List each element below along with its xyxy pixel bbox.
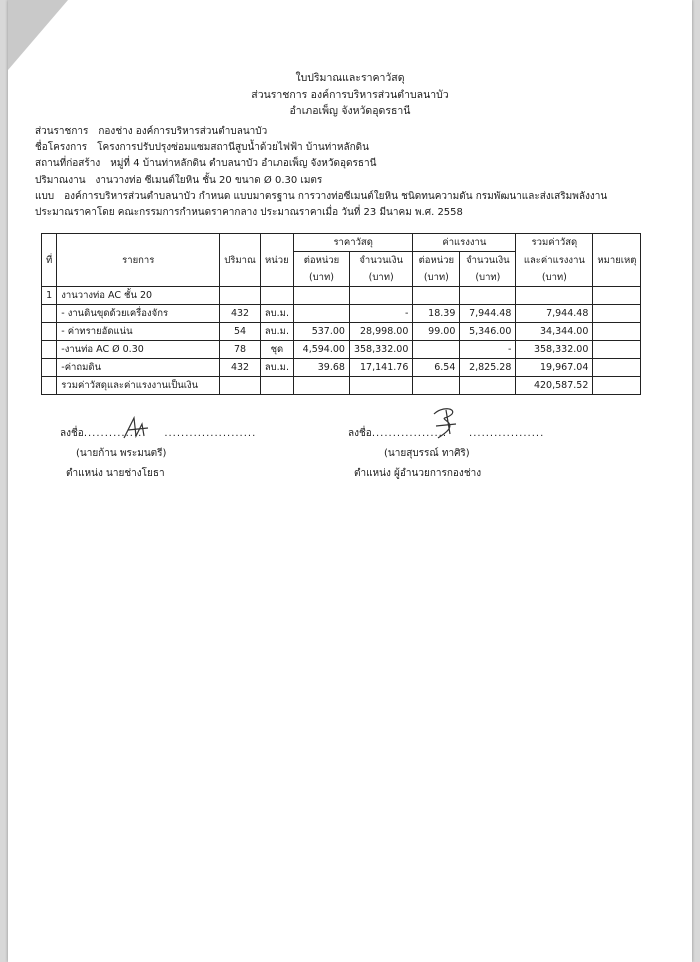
col-lab-unit-baht: (บาท) [413, 269, 460, 287]
col-remark: หมายเหตุ [593, 234, 641, 287]
col-material-group: ราคาวัสดุ [293, 234, 412, 252]
folded-corner [8, 0, 68, 70]
row-lab-unit: 99.00 [413, 323, 460, 341]
signature-left [60, 424, 256, 484]
row-lab-amount: 2,825.28 [460, 359, 516, 377]
grand-total-value: 420,587.52 [516, 377, 593, 395]
col-no: ที่ [42, 234, 57, 287]
col-lab-amount-baht: (บาท) [460, 269, 516, 287]
col-unit: หน่วย [260, 234, 293, 287]
type-label: แบบ [35, 190, 55, 202]
row-total: 19,967.04 [516, 359, 593, 377]
row-unit: ลบ.ม. [260, 305, 293, 323]
table-row [42, 323, 641, 341]
grand-total-label: รวมค่าวัสดุและค่าแรงงานเป็นเงิน [57, 377, 220, 395]
col-item: รายการ [57, 234, 220, 287]
row-item: - ค่าทรายอัดแน่น [57, 323, 220, 341]
table-row [42, 341, 641, 359]
sign-left-position: ตำแหน่ง นายช่างโยธา [66, 468, 165, 479]
row-total: 358,332.00 [516, 341, 593, 359]
sign-left-label: ลงชื่อ [60, 428, 84, 439]
dotted-line: .................. [469, 428, 545, 439]
row-lab-unit [413, 341, 460, 359]
col-lab-unit-price: ต่อหน่วย [413, 252, 460, 270]
dept-value: กองช่าง องค์การบริหารส่วนตำบลนาบัว [98, 126, 268, 137]
row-item: - งานดินขุดด้วยเครื่องจักร [57, 305, 220, 323]
col-qty: ปริมาณ [220, 234, 261, 287]
row-unit: ลบ.ม. [260, 359, 293, 377]
project-value: โครงการปรับปรุงซ่อมแซมสถานีสูบน้ำด้วยไฟฟ้า บ้านท่าหลักดิน [97, 142, 369, 154]
section-title: งานวางท่อ AC ชั้น 20 [57, 287, 220, 305]
row-qty: 54 [220, 323, 261, 341]
col-labor-group: ค่าแรงงาน [413, 234, 516, 252]
boq-table [41, 233, 641, 395]
col-mat-unit-baht: (บาท) [293, 269, 349, 287]
row-total: 7,944.48 [516, 305, 593, 323]
row-mat-amount: 28,998.00 [349, 323, 412, 341]
col-mat-amount-baht: (บาท) [349, 269, 412, 287]
document-page [8, 0, 692, 962]
section-row [42, 287, 641, 305]
row-qty: 432 [220, 305, 261, 323]
grand-total-row [42, 377, 641, 395]
dotted-line: ...................... [164, 428, 257, 439]
sign-left-name: (นายก้าน พระมนตรี) [76, 448, 167, 459]
row-lab-amount: 7,944.48 [460, 305, 516, 323]
row-total: 34,344.00 [516, 323, 593, 341]
dotted-line: .................. [371, 428, 448, 439]
document-title: ใบปริมาณและราคาวัสดุ [295, 72, 405, 84]
col-total-line2: และค่าแรงงาน [516, 252, 593, 270]
row-item: -ค่าถมดิน [57, 359, 220, 377]
dept-label: ส่วนราชการ [35, 126, 89, 137]
volume-label: ปริมาณงาน [35, 174, 86, 186]
row-lab-amount: 5,346.00 [460, 323, 516, 341]
row-mat-unit: 4,594.00 [293, 341, 349, 359]
col-lab-amount: จำนวนเงิน [460, 252, 516, 270]
row-qty: 78 [220, 341, 261, 359]
row-mat-amount: 358,332.00 [349, 341, 412, 359]
row-qty: 432 [220, 359, 261, 377]
estimate-line: ประมาณราคาโดย คณะกรรมการกำหนดราคากลาง ประมาณราคาเมื่อ วันที่ 23 มีนาคม พ.ศ. 2558 [35, 207, 463, 219]
row-unit: ลบ.ม. [260, 323, 293, 341]
row-mat-unit: 537.00 [293, 323, 349, 341]
agency-line: ส่วนราชการ องค์การบริหารส่วนตำบลนาบัว [251, 88, 449, 101]
row-mat-amount: 17,141.76 [349, 359, 412, 377]
volume-value: งานวางท่อ ซีเมนต์ใยหิน ชั้น 20 ขนาด Ø 0.30 เมตร [95, 174, 323, 186]
table-row [42, 305, 641, 323]
row-mat-amount: - [349, 305, 412, 323]
handwritten-signature-left [120, 414, 154, 442]
section-no: 1 [42, 287, 57, 305]
type-value: องค์การบริหารส่วนตำบลนาบัว กำหนด แบบมาตรฐาน การวางท่อซีเมนต์ใยหิน ชนิดทนความดัน กรมพัฒนาและส่งเสริมพลังงาน [64, 190, 608, 202]
row-mat-unit: 39.68 [293, 359, 349, 377]
row-item: -งานท่อ AC Ø 0.30 [57, 341, 220, 359]
project-label: ชื่อโครงการ [35, 142, 88, 154]
table-row [42, 359, 641, 377]
col-mat-unit-price: ต่อหน่วย [293, 252, 349, 270]
col-total-line1: รวมค่าวัสดุ [516, 234, 593, 252]
handwritten-signature-right [426, 404, 466, 442]
title-block [8, 70, 692, 120]
col-mat-amount: จำนวนเงิน [349, 252, 412, 270]
row-lab-amount: - [460, 341, 516, 359]
sign-right-position: ตำแหน่ง ผู้อำนวยการกองช่าง [354, 468, 482, 479]
site-value: หมู่ที่ 4 บ้านท่าหลักดิน ตำบลนาบัว อำเภอเพ็ญ จังหวัดอุดรธานี [110, 158, 377, 170]
row-unit: ชุด [260, 341, 293, 359]
site-label: สถานที่ก่อสร้าง [35, 158, 101, 170]
dotted-line: .............. [83, 428, 143, 439]
sign-right-name: (นายสุบรรณ์ ทาศิริ) [384, 448, 470, 459]
sign-right-label: ลงชื่อ [348, 428, 372, 439]
row-lab-unit: 18.39 [413, 305, 460, 323]
district-line: อำเภอเพ็ญ จังหวัดอุดรธานี [289, 105, 411, 117]
row-lab-unit: 6.54 [413, 359, 460, 377]
col-total-baht: (บาท) [516, 269, 593, 287]
project-info [35, 124, 675, 221]
row-mat-unit [293, 305, 349, 323]
